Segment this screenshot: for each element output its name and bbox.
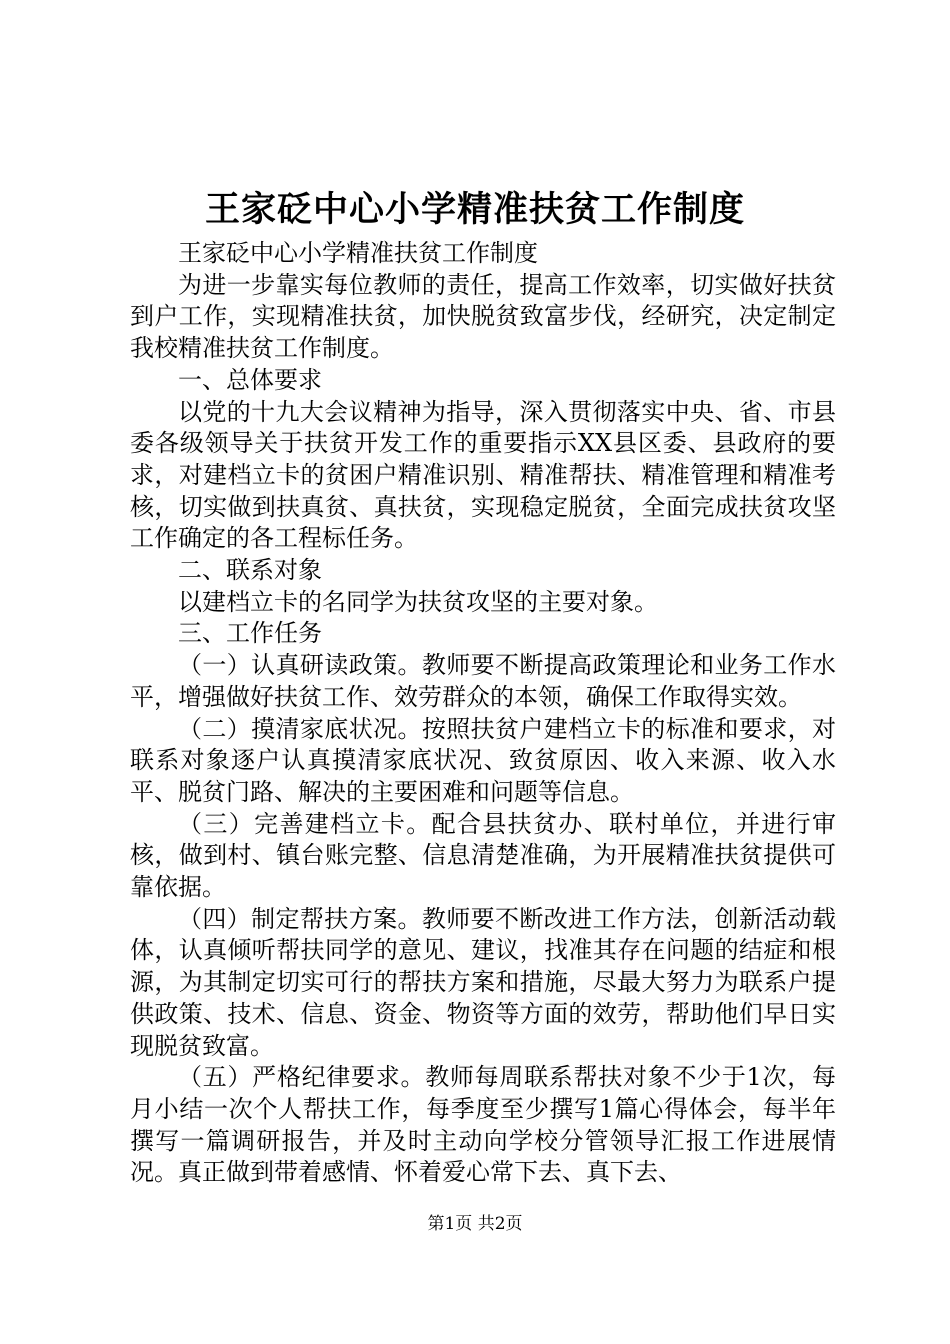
paragraph-task-1: （一）认真研读政策。教师要不断提高政策理论和业务工作水平，增强做好扶贫工作、效劳群众的本领，确保工作取得实效。 bbox=[130, 651, 836, 711]
paragraph-task-5: （五）严格纪律要求。教师每周联系帮扶对象不少于1次，每月小结一次个人帮扶工作，每季度至少撰写1篇心得体会，每半年撰写一篇调研报告，并及时主动向学校分管领导汇报工作进展情况。真正做到带着感情、怀着爱心常下去、真下去、 bbox=[130, 1063, 836, 1187]
paragraph-contact-targets: 以建档立卡的名同学为扶贫攻坚的主要对象。 bbox=[178, 587, 658, 616]
page-number-footer: 第1页 共2页 bbox=[427, 1214, 523, 1234]
paragraph-task-4: （四）制定帮扶方案。教师要不断改进工作方法，创新活动载体，认真倾听帮扶同学的意见、建议，找准其存在问题的结症和根源，为其制定切实可行的帮扶方案和措施，尽最大努力为联系户提供政策、技术、信息、资金、物资等方面的效劳，帮助他们早日实现脱贫致富。 bbox=[130, 904, 836, 1060]
paragraph-task-3: （三）完善建档立卡。配合县扶贫办、联村单位，并进行审核，做到村、镇台账完整、信息清楚准确，为开展精准扶贫提供可靠依据。 bbox=[130, 809, 836, 902]
section-heading-contact-targets: 二、联系对象 bbox=[178, 556, 322, 585]
section-heading-general-requirements: 一、总体要求 bbox=[178, 365, 322, 394]
paragraph-general-requirements: 以党的十九大会议精神为指导，深入贯彻落实中央、省、市县委各级领导关于扶贫开发工作的重要指示XX县区委、县政府的要求，对建档立卡的贫困户精准识别、精准帮扶、精准管理和精准考核，切实做到扶真贫、真扶贫，实现稳定脱贫，全面完成扶贫攻坚工作确定的各工程标任务。 bbox=[130, 397, 836, 553]
section-heading-work-tasks: 三、工作任务 bbox=[178, 619, 322, 648]
paragraph-subtitle: 王家砭中心小学精准扶贫工作制度 bbox=[178, 239, 538, 267]
document-body bbox=[130, 238, 836, 1189]
paragraph-intro: 为进一步靠实每位教师的责任，提高工作效率，切实做好扶贫到户工作，实现精准扶贫，加快脱贫致富步伐，经研究，决定制定我校精准扶贫工作制度。 bbox=[130, 270, 836, 363]
document-title: 王家砭中心小学精准扶贫工作制度 bbox=[204, 189, 745, 230]
paragraph-task-2: （二）摸清家底状况。按照扶贫户建档立卡的标准和要求，对联系对象逐户认真摸清家底状况、致贫原因、收入来源、收入水平、脱贫门路、解决的主要困难和问题等信息。 bbox=[130, 714, 836, 806]
